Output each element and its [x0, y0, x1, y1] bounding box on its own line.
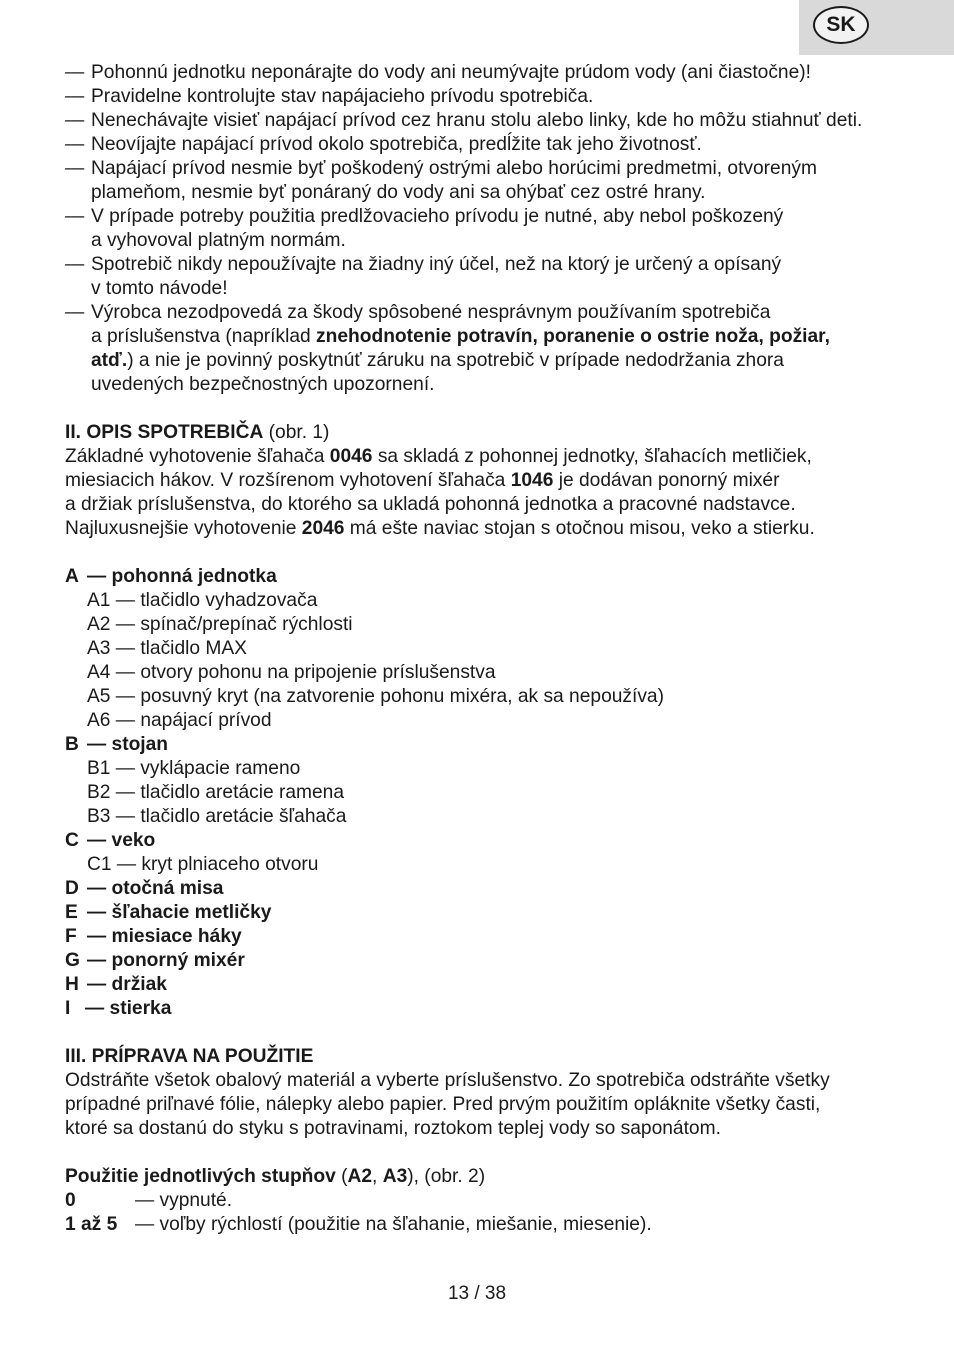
text-run: , — [372, 1166, 383, 1187]
part-letter: I — [65, 998, 71, 1019]
safety-bullet — [65, 61, 895, 85]
part-label: — šľahacie metličky — [87, 902, 272, 923]
text-run: a vyhovoval platným normám. — [91, 230, 346, 251]
part-label: — stierka — [85, 998, 172, 1019]
text-run: plameňom, nesmie byť ponáraný do vody ani sa ohýbať cez ostré hrany. — [91, 182, 706, 203]
part-label: — držiak — [87, 974, 167, 995]
bullet-dash: — — [65, 134, 85, 155]
text-run: Základné vyhotovenie šľahača — [65, 446, 330, 467]
bullet-text — [91, 254, 781, 299]
language-badge: SK — [813, 6, 869, 44]
part-label: — pohonná jednotka — [87, 566, 277, 587]
bullet-dash: — — [65, 254, 85, 275]
language-tab — [799, 0, 954, 55]
part-main-item — [65, 973, 895, 997]
part-letter: G — [65, 950, 80, 971]
text-run: Pravidelne kontrolujte stav napájacieho prívodu spotrebiča. — [91, 86, 594, 107]
section-priprava — [65, 1045, 895, 1237]
speed-key: 1 až 5 — [65, 1214, 118, 1235]
safety-bullet-list — [65, 61, 895, 397]
text-run: V prípade potreby použitia predlžovacieho prívodu je nutné, aby nebol poškozený — [91, 206, 784, 227]
speed-list — [65, 1189, 895, 1237]
usage-heading — [65, 1165, 895, 1189]
part-main-item — [65, 997, 895, 1021]
safety-bullet — [65, 85, 895, 109]
speed-description: — voľby rýchlostí (použitie na šľahanie, miešanie, miesenie). — [135, 1214, 652, 1235]
text-run: miesiacich hákov. V rozšírenom vyhotovení šľahača — [65, 470, 511, 491]
text-run: uvedených bezpečnostných upozornení. — [91, 374, 435, 395]
bullet-text — [91, 110, 862, 131]
part-main-item — [65, 565, 895, 589]
safety-bullet — [65, 253, 895, 301]
text-run: Nenechávajte visieť napájací prívod cez hranu stolu alebo linky, kde ho môžu stiahnuť deti. — [91, 110, 863, 131]
text-run: je dodávan ponorný mixér — [553, 470, 780, 491]
bold-text: 2046 — [301, 518, 345, 539]
safety-bullet — [65, 133, 895, 157]
page-content — [65, 61, 895, 1237]
bullet-text — [91, 206, 783, 251]
section-paragraph — [65, 445, 895, 541]
text-run: ), (obr. 2) — [407, 1166, 486, 1187]
text-run: Výrobca nezodpovedá za škody spôsobené nesprávnym používaním spotrebiča — [91, 302, 771, 323]
part-sub-item: B1 — vyklápacie rameno — [87, 758, 301, 779]
text-run: Spotrebič nikdy nepoužívajte na žiadny iný účel, než na ktorý je určený a opísaný — [91, 254, 782, 275]
bullet-text — [91, 134, 702, 155]
text-run: ( — [335, 1166, 348, 1187]
part-sub-item: B3 — tlačidlo aretácie šľahača — [87, 806, 347, 827]
bold-text: 1046 — [510, 470, 554, 491]
section-opis — [65, 421, 895, 1021]
part-label: — veko — [87, 830, 156, 851]
speed-row — [65, 1213, 895, 1237]
part-letter: B — [65, 734, 79, 755]
text-run: sa skladá z pohonnej jednotky, šľahacích metličiek, — [372, 446, 812, 467]
part-label: — miesiace háky — [87, 926, 242, 947]
part-letter: D — [65, 878, 79, 899]
part-main-item — [65, 949, 895, 973]
page-number: 13 / 38 — [447, 1283, 507, 1304]
text-run: ktoré sa dostanú do styku s potravinami, roztokom teplej vody so saponátom. — [65, 1118, 721, 1139]
text-run: a príslušenstva (napríklad — [91, 326, 317, 347]
speed-description: — vypnuté. — [135, 1190, 233, 1211]
part-label: — otočná misa — [87, 878, 224, 899]
bullet-dash: — — [65, 206, 85, 227]
part-sub-item: A5 — posuvný kryt (na zatvorenie pohonu mixéra, ak sa nepoužíva) — [87, 686, 664, 707]
text-run: ) a nie je povinný poskytnúť záruku na spotrebič v prípade nedodržania zhora — [127, 350, 784, 371]
section-paragraph — [65, 1069, 895, 1141]
part-main-item — [65, 829, 895, 853]
text-run: Napájací prívod nesmie byť poškodený ostrými alebo horúcimi predmetmi, otvoreným — [91, 158, 817, 179]
part-main-item — [65, 925, 895, 949]
speed-row — [65, 1189, 895, 1213]
bold-text: 0046 — [329, 446, 373, 467]
bullet-text — [91, 158, 817, 203]
bullet-dash: — — [65, 62, 85, 83]
part-main-item — [65, 877, 895, 901]
part-letter: H — [65, 974, 79, 995]
text-run: prípadné priľnavé fólie, nálepky alebo papier. Pred prvým použitím opláknite všetky časti, — [65, 1094, 821, 1115]
safety-bullet — [65, 301, 895, 397]
bullet-dash: — — [65, 158, 85, 179]
section-heading: III. PRÍPRAVA NA POUŽITIE — [65, 1046, 314, 1067]
safety-bullet — [65, 109, 895, 133]
part-letter: C — [65, 830, 79, 851]
part-sub-item: A4 — otvory pohonu na pripojenie príslušenstva — [87, 662, 496, 683]
section-heading: II. OPIS SPOTREBIČA (obr. 1) — [65, 422, 330, 443]
bold-text: znehodnotenie potravín, poranenie o ostrie noža, požiar, — [316, 326, 830, 347]
text-run: Najluxusnejšie vyhotovenie — [65, 518, 302, 539]
bullet-text — [91, 62, 811, 83]
text-run: Pohonnú jednotku neponárajte do vody ani neumývajte prúdom vody (ani čiastočne)! — [91, 62, 811, 83]
bullet-dash: — — [65, 110, 85, 131]
part-sub-item: A3 — tlačidlo MAX — [87, 638, 247, 659]
bold-text: A3 — [382, 1166, 408, 1187]
part-sub-item: B2 — tlačidlo aretácie ramena — [87, 782, 345, 803]
part-sub-item: A6 — napájací prívod — [87, 710, 272, 731]
part-letter: F — [65, 926, 77, 947]
parts-list — [65, 565, 895, 1021]
part-sub-item: A1 — tlačidlo vyhadzovača — [87, 590, 318, 611]
safety-bullet — [65, 157, 895, 205]
part-letter: E — [65, 902, 78, 923]
text-run: Odstráňte všetok obalový materiál a vyberte príslušenstvo. Zo spotrebiča odstráňte všetky — [65, 1070, 830, 1091]
bullet-dash: — — [65, 302, 85, 323]
bullet-dash: — — [65, 86, 85, 107]
text-run: Neovíjajte napájací prívod okolo spotrebiča, predĺžite tak jeho životnosť. — [91, 134, 702, 155]
text-run: a držiak príslušenstva, do ktorého sa ukladá pohonná jednotka a pracovné nadstavce. — [65, 494, 796, 515]
part-label: — stojan — [87, 734, 169, 755]
part-letter: A — [65, 566, 79, 587]
bullet-text — [91, 86, 593, 107]
part-main-item — [65, 901, 895, 925]
safety-bullet — [65, 205, 895, 253]
bullet-text — [91, 302, 830, 395]
part-label: — ponorný mixér — [87, 950, 245, 971]
text-run: v tomto návode! — [91, 278, 228, 299]
part-sub-item: C1 — kryt plniaceho otvoru — [87, 854, 319, 875]
bold-text: Použitie jednotlivých stupňov — [65, 1166, 336, 1187]
text-run: má ešte naviac stojan s otočnou misou, veko a stierku. — [344, 518, 815, 539]
bold-text: A2 — [347, 1166, 373, 1187]
part-sub-item: A2 — spínač/prepínač rýchlosti — [87, 614, 353, 635]
bold-text: atď. — [91, 350, 128, 371]
part-main-item — [65, 733, 895, 757]
speed-key: 0 — [65, 1190, 76, 1211]
